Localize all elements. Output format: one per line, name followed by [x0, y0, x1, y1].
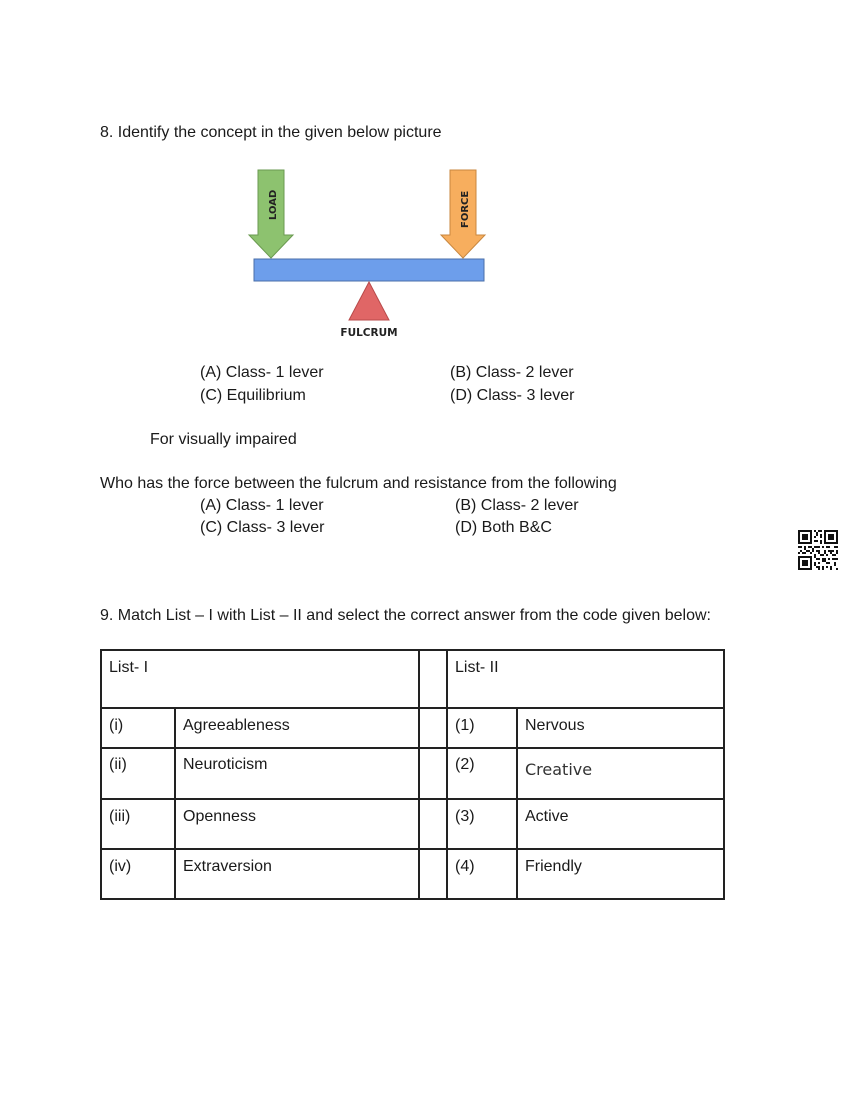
list2-item: Active: [517, 799, 724, 849]
option-8d: (D) Class- 3 lever: [450, 387, 575, 404]
list1-number: (iii): [101, 799, 175, 849]
list1-item: Openness: [175, 799, 419, 849]
list1-header: List- I: [101, 650, 419, 708]
list2-header: List- II: [447, 650, 724, 708]
match-table: [100, 649, 725, 900]
qr-code-icon: [798, 530, 838, 570]
list2-item: Friendly: [517, 849, 724, 899]
question-8-text: 8. Identify the concept in the given below picture: [100, 124, 442, 141]
load-label: LOAD: [268, 189, 279, 220]
table-row: [101, 799, 724, 849]
spacer-cell: [419, 650, 447, 708]
option-8a: (A) Class- 1 lever: [200, 364, 324, 381]
spacer-cell: [419, 799, 447, 849]
list2-number: (2): [447, 748, 517, 799]
list1-number: (ii): [101, 748, 175, 799]
visually-impaired-heading: For visually impaired: [150, 431, 297, 448]
table-row: [101, 849, 724, 899]
vi-option-d: (D) Both B&C: [455, 519, 552, 536]
vi-question-text: Who has the force between the fulcrum and resistance from the following: [100, 475, 617, 492]
table-header-row: [101, 650, 724, 708]
force-label: FORCE: [460, 190, 471, 228]
list1-item: Agreeableness: [175, 708, 419, 748]
list1-number: (iv): [101, 849, 175, 899]
spacer-cell: [419, 849, 447, 899]
list1-item: Neuroticism: [175, 748, 419, 799]
question-9-text: 9. Match List – I with List – II and select the correct answer from the code given below:: [100, 607, 711, 624]
spacer-cell: [419, 708, 447, 748]
vi-option-b: (B) Class- 2 lever: [455, 497, 579, 514]
list2-number: (4): [447, 849, 517, 899]
lever-diagram: [238, 160, 500, 346]
fulcrum-label: FULCRUM: [340, 327, 398, 339]
list2-number: (1): [447, 708, 517, 748]
vi-option-a: (A) Class- 1 lever: [200, 497, 324, 514]
lever-beam: [254, 259, 484, 281]
vi-option-c: (C) Class- 3 lever: [200, 519, 325, 536]
option-8c: (C) Equilibrium: [200, 387, 306, 404]
list2-item: Nervous: [517, 708, 724, 748]
list1-item: Extraversion: [175, 849, 419, 899]
table-row: [101, 748, 724, 799]
table-row: [101, 708, 724, 748]
list2-item-text: Creative: [525, 760, 593, 779]
list2-number: (3): [447, 799, 517, 849]
spacer-cell: [419, 748, 447, 799]
list2-item: [517, 748, 724, 799]
list1-number: (i): [101, 708, 175, 748]
fulcrum-triangle: [349, 282, 389, 320]
option-8b: (B) Class- 2 lever: [450, 364, 574, 381]
